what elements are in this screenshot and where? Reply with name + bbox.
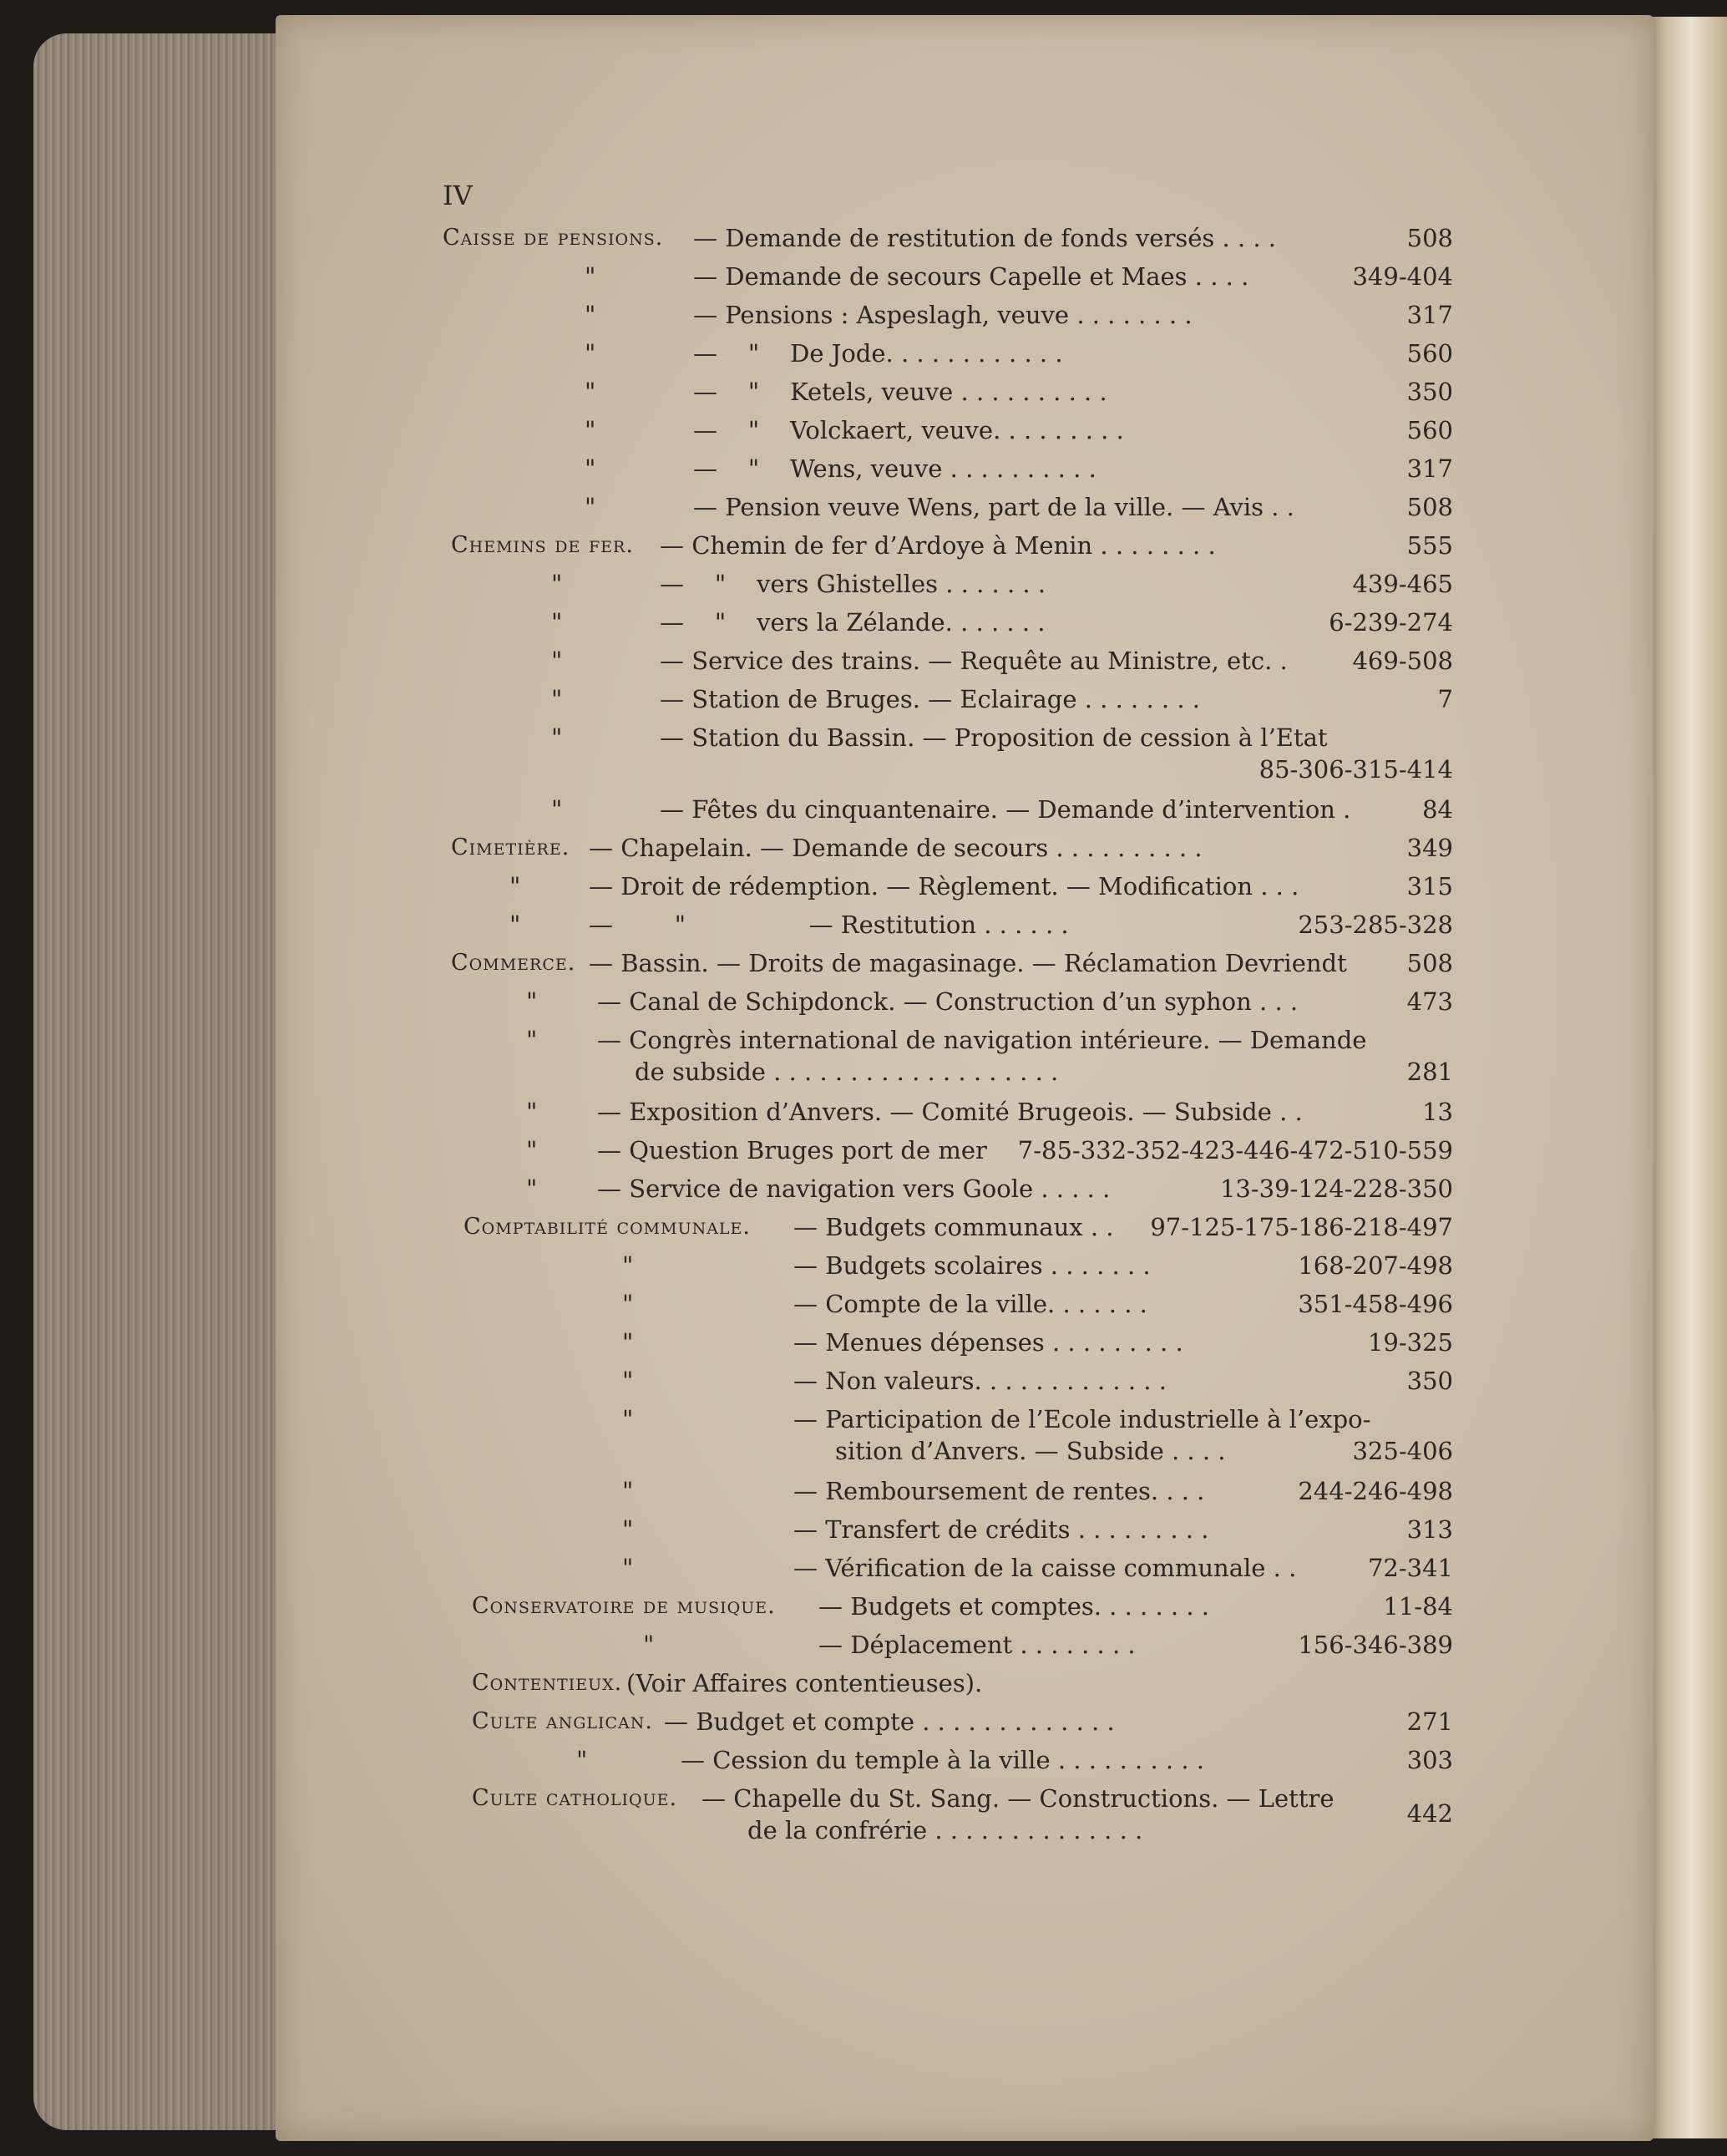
entry-text: — Transfert de crédits . . . . . . . . . [793, 1515, 1209, 1544]
index-entry [443, 565, 1453, 603]
entry-pages: 13 [1422, 1098, 1453, 1126]
entry-pages: 11-84 [1383, 1592, 1453, 1621]
entry-text: — " vers Ghistelles . . . . . . . [660, 570, 1046, 598]
entry-text: (Voir Affaires contentieuses). [626, 1669, 983, 1697]
entry-pages: 439-465 [1352, 570, 1453, 598]
entry-text: — Chemin de fer d’Ardoye à Menin . . . . . . . . [660, 531, 1216, 560]
entry-text-continued: sition d’Anvers. — Subside . . . . [835, 1437, 1226, 1465]
entry-text: — Pensions : Aspeslagh, veuve . . . . . . . . [693, 301, 1193, 329]
index-entry [443, 829, 1453, 867]
entry-text: — Budgets communaux . . [793, 1213, 1114, 1241]
entry-pages: 72-341 [1367, 1554, 1453, 1582]
entry-pages: 6-239-274 [1329, 608, 1453, 637]
index-entry [443, 526, 1453, 565]
ditto-mark: " [526, 1026, 538, 1054]
entry-heading: Conservatoire de musique. [472, 1593, 776, 1619]
index-entry [443, 1131, 1453, 1169]
ditto-mark: " [526, 1098, 538, 1126]
entry-text: — Station de Bruges. — Eclairage . . . . . . . . [660, 685, 1200, 713]
entry-text-continued: de la confrérie . . . . . . . . . . . . . . [747, 1816, 1143, 1844]
ditto-mark: " [585, 301, 596, 329]
ditto-mark: " [551, 647, 563, 675]
entry-heading: Contentieux. [472, 1670, 623, 1696]
entry-text: — " Wens, veuve . . . . . . . . . . [693, 454, 1096, 483]
entry-pages: 244-246-498 [1298, 1477, 1453, 1505]
ditto-mark: " [585, 262, 596, 291]
ditto-mark: " [643, 1631, 655, 1659]
ditto-mark: " [576, 1746, 588, 1774]
index-entry [443, 790, 1453, 829]
entry-text: — Demande de restitution de fonds versés . . . . [693, 224, 1276, 252]
index-entry [443, 1285, 1453, 1323]
entry-text: — " — Restitution . . . . . . [589, 911, 1069, 939]
entry-pages: 7-85-332-352-423-446-472-510-559 [1017, 1136, 1453, 1164]
index-entry [443, 680, 1453, 718]
entry-text: — Compte de la ville. . . . . . . [793, 1290, 1147, 1318]
entry-text: — " vers la Zélande. . . . . . . [660, 608, 1046, 637]
entry-pages: 281 [1406, 1058, 1453, 1086]
entry-pages: 168-207-498 [1298, 1251, 1453, 1280]
index-entry [443, 1021, 1453, 1093]
index-entry [443, 982, 1453, 1021]
entry-pages: 508 [1406, 224, 1453, 252]
index-entry [443, 718, 1453, 790]
ditto-mark: " [585, 378, 596, 406]
index-entry [443, 867, 1453, 906]
ditto-mark: " [551, 685, 563, 713]
ditto-mark: " [551, 570, 563, 598]
entry-heading: Chemins de fer. [451, 532, 634, 558]
ditto-mark: " [622, 1251, 634, 1280]
entry-pages: 349-404 [1352, 262, 1453, 291]
entry-pages: 560 [1406, 339, 1453, 368]
entry-pages: 350 [1406, 378, 1453, 406]
index-entry [443, 1362, 1453, 1400]
index-entry [443, 411, 1453, 449]
entry-text: — Chapelain. — Demande de secours . . . . . . . . . . [589, 834, 1203, 862]
index-entry [443, 334, 1453, 373]
entry-pages: 350 [1406, 1367, 1453, 1395]
index-entry [443, 1510, 1453, 1549]
ditto-mark: " [509, 911, 521, 939]
entry-text: — Vérification de la caisse communale . . [793, 1554, 1297, 1582]
ditto-mark: " [622, 1290, 634, 1318]
entry-pages: 313 [1406, 1515, 1453, 1544]
ditto-mark: " [585, 493, 596, 521]
ditto-mark: " [551, 795, 563, 824]
index-entry [443, 1208, 1453, 1246]
entry-pages: 349 [1406, 834, 1453, 862]
index-entry [443, 373, 1453, 411]
entry-text: — Demande de secours Capelle et Maes . . . . [693, 262, 1249, 291]
entry-text: — Menues dépenses . . . . . . . . . [793, 1328, 1183, 1357]
entry-text: — " De Jode. . . . . . . . . . . . [693, 339, 1063, 368]
entry-pages: 303 [1406, 1746, 1453, 1774]
entry-pages: 325-406 [1352, 1437, 1453, 1465]
ditto-mark: " [585, 416, 596, 444]
entry-pages: 508 [1406, 493, 1453, 521]
entry-pages: 253-285-328 [1298, 911, 1453, 939]
entry-pages: 469-508 [1352, 647, 1453, 675]
entry-pages: 13-39-124-228-350 [1219, 1174, 1453, 1203]
entry-pages: 97-125-175-186-218-497 [1150, 1213, 1453, 1241]
index-entry [443, 1741, 1453, 1779]
entry-pages: 317 [1406, 301, 1453, 329]
index-entry [443, 1169, 1453, 1208]
entry-pages: 317 [1406, 454, 1453, 483]
index-list [443, 219, 1453, 1851]
index-entry [443, 296, 1453, 334]
index-entry [443, 603, 1453, 642]
entry-heading: Comptabilité communale. [463, 1214, 751, 1240]
entry-text: — Service de navigation vers Goole . . . . . [597, 1174, 1111, 1203]
ditto-mark: " [509, 872, 521, 900]
index-entry [443, 1323, 1453, 1362]
index-entry [443, 1626, 1453, 1664]
index-entry [443, 1472, 1453, 1510]
index-entry [443, 449, 1453, 488]
entry-text: — " Ketels, veuve . . . . . . . . . . [693, 378, 1107, 406]
entry-text: — Non valeurs. . . . . . . . . . . . . [793, 1367, 1167, 1395]
ditto-mark: " [622, 1405, 634, 1433]
entry-text: — Droit de rédemption. — Règlement. — Modification . . . [589, 872, 1299, 900]
ditto-mark: " [622, 1328, 634, 1357]
index-entry [443, 488, 1453, 526]
entry-text: — Déplacement . . . . . . . . [818, 1631, 1136, 1659]
entry-text: — Budgets scolaires . . . . . . . [793, 1251, 1151, 1280]
entry-text: — Bassin. — Droits de magasinage. — Réclamation Devriendt [589, 949, 1347, 977]
entry-text: — Exposition d’Anvers. — Comité Brugeois. — Subside . . [597, 1098, 1303, 1126]
entry-text: — Congrès international de navigation intérieure. — Demande [597, 1026, 1367, 1054]
entry-pages: 19-325 [1367, 1328, 1453, 1357]
index-entry [443, 257, 1453, 296]
ditto-mark: " [585, 454, 596, 483]
ditto-mark: " [526, 1174, 538, 1203]
entry-text: — Budget et compte . . . . . . . . . . . . . [664, 1707, 1115, 1736]
book-page-edges [33, 33, 284, 2130]
ditto-mark: " [551, 608, 563, 637]
index-entry [443, 1587, 1453, 1626]
entry-text: — Budgets et comptes. . . . . . . . [818, 1592, 1210, 1621]
entry-text: — Canal de Schipdonck. — Construction d’un syphon . . . [597, 987, 1299, 1016]
entry-text: — Station du Bassin. — Proposition de cession à l’Etat [660, 723, 1328, 752]
index-entry [443, 642, 1453, 680]
entry-text: — Participation de l’Ecole industrielle à l’expo- [793, 1405, 1371, 1433]
entry-text: — Question Bruges port de mer [597, 1136, 987, 1164]
entry-text: — Pension veuve Wens, part de la ville. — Avis . . [693, 493, 1294, 521]
entry-text: — Cession du temple à la ville . . . . . . . . . . [681, 1746, 1204, 1774]
ditto-mark: " [551, 723, 563, 752]
entry-pages: 473 [1406, 987, 1453, 1016]
entry-pages: 560 [1406, 416, 1453, 444]
entry-heading: Caisse de pensions. [443, 225, 664, 251]
entry-pages: 156-346-389 [1298, 1631, 1453, 1659]
entry-text: — " Volckaert, veuve. . . . . . . . . [693, 416, 1124, 444]
ditto-mark: " [622, 1367, 634, 1395]
index-entry [443, 1702, 1453, 1741]
ditto-mark: " [585, 339, 596, 368]
ditto-mark: " [622, 1515, 634, 1544]
ditto-mark: " [622, 1554, 634, 1582]
entry-pages: 7 [1437, 685, 1453, 713]
index-entry [443, 219, 1453, 257]
entry-pages: 85-306-315-414 [1259, 755, 1453, 784]
entry-text: — Chapelle du St. Sang. — Constructions. — Lettre [701, 1784, 1334, 1813]
index-entry [443, 1664, 1453, 1702]
ditto-mark: " [526, 1136, 538, 1164]
index-entry [443, 944, 1453, 982]
index-entry [443, 1400, 1453, 1472]
entry-pages: 315 [1406, 872, 1453, 900]
entry-text-continued: de subside . . . . . . . . . . . . . . . . . . . [635, 1058, 1059, 1086]
entry-heading: Cimetière. [451, 834, 570, 860]
entry-heading: Culte catholique. [472, 1785, 678, 1811]
entry-pages: 508 [1406, 949, 1453, 977]
index-entry [443, 1246, 1453, 1285]
index-entry [443, 906, 1453, 944]
page-number: IV [443, 180, 473, 211]
entry-heading: Commerce. [451, 950, 576, 976]
index-entry [443, 1549, 1453, 1587]
ditto-mark: " [622, 1477, 634, 1505]
index-entry [443, 1779, 1453, 1851]
entry-pages: 351-458-496 [1298, 1290, 1453, 1318]
entry-pages: 442 [1406, 1799, 1453, 1828]
entry-text: — Fêtes du cinquantenaire. — Demande d’intervention . [660, 795, 1351, 824]
entry-heading: Culte anglican. [472, 1708, 653, 1734]
entry-pages: 271 [1406, 1707, 1453, 1736]
ditto-mark: " [526, 987, 538, 1016]
entry-pages: 555 [1406, 531, 1453, 560]
entry-pages: 84 [1422, 795, 1453, 824]
entry-text: — Remboursement de rentes. . . . [793, 1477, 1205, 1505]
entry-text: — Service des trains. — Requête au Ministre, etc. . [660, 647, 1288, 675]
index-entry [443, 1093, 1453, 1131]
